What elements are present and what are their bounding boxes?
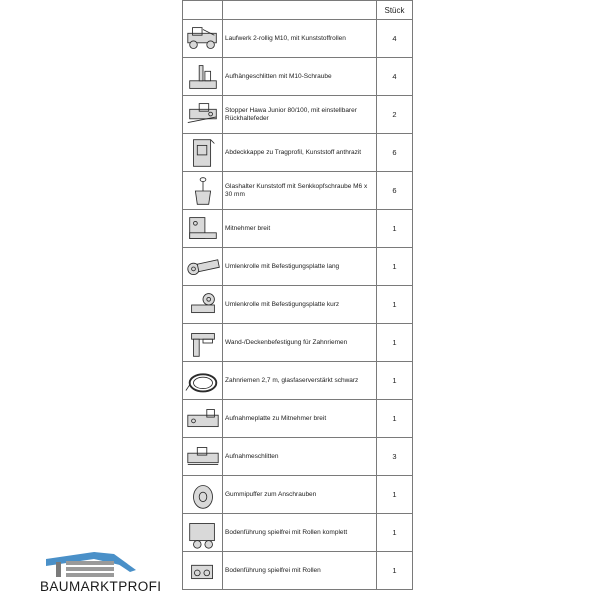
part-description: Umlenkrolle mit Befestigungsplatte lang bbox=[223, 248, 377, 286]
stopper-icon bbox=[183, 97, 222, 133]
part-description: Gummipuffer zum Anschrauben bbox=[223, 476, 377, 514]
part-image-cell bbox=[183, 96, 223, 134]
part-image-cell bbox=[183, 172, 223, 210]
part-quantity: 6 bbox=[377, 172, 413, 210]
part-image-cell bbox=[183, 20, 223, 58]
table-row bbox=[183, 20, 413, 58]
glass-holder-icon bbox=[183, 173, 222, 209]
part-quantity: 1 bbox=[377, 400, 413, 438]
part-image-cell bbox=[183, 438, 223, 476]
table-row bbox=[183, 58, 413, 96]
logo-roof-icon bbox=[40, 549, 164, 579]
part-description: Aufnahmeplatte zu Mitnehmer breit bbox=[223, 400, 377, 438]
baumarktprofi-logo bbox=[40, 549, 164, 599]
toothed-belt-icon bbox=[183, 363, 222, 399]
table-row bbox=[183, 210, 413, 248]
table-row bbox=[183, 286, 413, 324]
mounting-plate-icon bbox=[183, 401, 222, 437]
header-qty-label: Stück bbox=[377, 1, 413, 20]
pulley-long-icon bbox=[183, 249, 222, 285]
table-row bbox=[183, 476, 413, 514]
receiving-slide-icon bbox=[183, 439, 222, 475]
suspension-slide-icon bbox=[183, 59, 222, 95]
table-row bbox=[183, 172, 413, 210]
table-row bbox=[183, 96, 413, 134]
part-description: Stopper Hawa Junior 80/100, mit einstellbarer Rückhaltefeder bbox=[223, 96, 377, 134]
table-row bbox=[183, 514, 413, 552]
table-row bbox=[183, 362, 413, 400]
part-image-cell bbox=[183, 552, 223, 590]
part-quantity: 4 bbox=[377, 20, 413, 58]
part-quantity: 3 bbox=[377, 438, 413, 476]
part-description: Abdeckkappe zu Tragprofil, Kunststoff anthrazit bbox=[223, 134, 377, 172]
part-quantity: 1 bbox=[377, 324, 413, 362]
wall-mount-icon bbox=[183, 325, 222, 361]
part-description: Bodenführung spielfrei mit Rollen komplett bbox=[223, 514, 377, 552]
part-image-cell bbox=[183, 362, 223, 400]
rubber-buffer-icon bbox=[183, 477, 222, 513]
floor-guide-icon bbox=[183, 553, 222, 589]
part-quantity: 1 bbox=[377, 362, 413, 400]
part-quantity: 1 bbox=[377, 552, 413, 590]
part-quantity: 2 bbox=[377, 96, 413, 134]
pulley-short-icon bbox=[183, 287, 222, 323]
table-row bbox=[183, 400, 413, 438]
part-description: Aufnahmeschlitten bbox=[223, 438, 377, 476]
part-image-cell bbox=[183, 134, 223, 172]
part-description: Aufhängeschlitten mit M10-Schraube bbox=[223, 58, 377, 96]
end-cap-icon bbox=[183, 135, 222, 171]
part-image-cell bbox=[183, 58, 223, 96]
table-header-row bbox=[183, 1, 413, 20]
part-image-cell bbox=[183, 476, 223, 514]
logo-text: BAUMARKTPROFI bbox=[40, 579, 162, 594]
header-image-cell bbox=[183, 1, 223, 20]
part-image-cell bbox=[183, 286, 223, 324]
floor-guide-complete-icon bbox=[183, 515, 222, 551]
part-description: Mitnehmer breit bbox=[223, 210, 377, 248]
part-description: Wand-/Deckenbefestigung für Zahnriemen bbox=[223, 324, 377, 362]
running-gear-icon bbox=[183, 21, 222, 57]
part-quantity: 1 bbox=[377, 476, 413, 514]
part-quantity: 1 bbox=[377, 248, 413, 286]
driver-bracket-icon bbox=[183, 211, 222, 247]
table-row bbox=[183, 438, 413, 476]
header-description-cell bbox=[223, 1, 377, 20]
part-quantity: 6 bbox=[377, 134, 413, 172]
table-row bbox=[183, 134, 413, 172]
part-quantity: 4 bbox=[377, 58, 413, 96]
part-quantity: 1 bbox=[377, 286, 413, 324]
part-image-cell bbox=[183, 248, 223, 286]
part-description: Glashalter Kunststoff mit Senkkopfschraube M6 x 30 mm bbox=[223, 172, 377, 210]
part-description: Bodenführung spielfrei mit Rollen bbox=[223, 552, 377, 590]
part-image-cell bbox=[183, 400, 223, 438]
part-description: Laufwerk 2-rollig M10, mit Kunststoffrollen bbox=[223, 20, 377, 58]
part-image-cell bbox=[183, 210, 223, 248]
table-row bbox=[183, 248, 413, 286]
part-description: Umlenkrolle mit Befestigungsplatte kurz bbox=[223, 286, 377, 324]
part-quantity: 1 bbox=[377, 210, 413, 248]
part-image-cell bbox=[183, 324, 223, 362]
table-row bbox=[183, 324, 413, 362]
part-description: Zahnriemen 2,7 m, glasfaserverstärkt schwarz bbox=[223, 362, 377, 400]
part-quantity: 1 bbox=[377, 514, 413, 552]
table-row bbox=[183, 552, 413, 590]
parts-list-table bbox=[182, 0, 413, 590]
part-image-cell bbox=[183, 514, 223, 552]
